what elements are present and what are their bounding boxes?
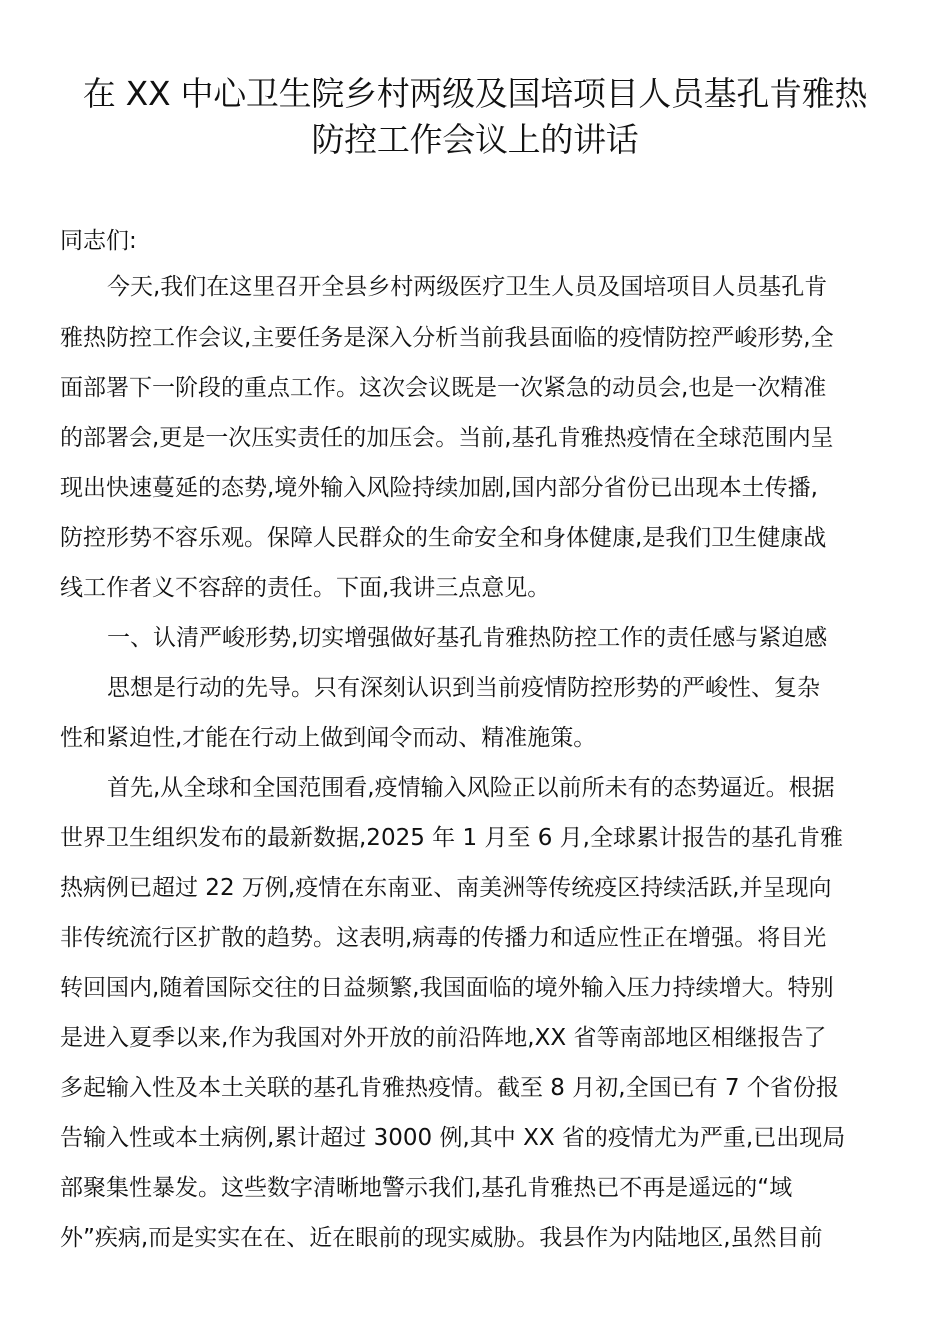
body-line: 面部署下一阶段的重点工作。这次会议既是一次紧急的动员会,也是一次精准 (60, 375, 827, 401)
salutation: 同志们: (60, 228, 137, 254)
body-line: 防控形势不容乐观。保障人民群众的生命安全和身体健康,是我们卫生健康战 (60, 525, 827, 551)
body-line: 告输入性或本土病例,累计超过 3000 例,其中 XX 省的疫情尤为严重,已出现局 (60, 1125, 846, 1151)
body-line: 性和紧迫性,才能在行动上做到闻令而动、精准施策。 (60, 725, 597, 751)
body-line: 首先,从全球和全国范围看,疫情输入风险正以前所未有的态势逼近。根据 (107, 775, 835, 801)
body-line: 雅热防控工作会议,主要任务是深入分析当前我县面临的疫情防控严峻形势,全 (60, 325, 834, 351)
body-line: 外”疾病,而是实实在在、近在眼前的现实威胁。我县作为内陆地区,虽然目前 (60, 1225, 823, 1251)
document-title-line-2: 防控工作会议上的讲话 (311, 120, 639, 159)
body-line: 现出快速蔓延的态势,境外输入风险持续加剧,国内部分省份已出现本土传播, (60, 475, 818, 501)
body-line: 非传统流行区扩散的趋势。这表明,病毒的传播力和适应性正在增强。将目光 (60, 925, 827, 951)
document-title-line-1: 在 XX 中心卫生院乡村两级及国培项目人员基孔肯雅热 (82, 74, 868, 113)
body-line: 是进入夏季以来,作为我国对外开放的前沿阵地,XX 省等南部地区相继报告了 (60, 1025, 827, 1051)
body-line: 今天,我们在这里召开全县乡村两级医疗卫生人员及国培项目人员基孔肯 (107, 274, 828, 300)
body-line: 部聚集性暴发。这些数字清晰地警示我们,基孔肯雅热已不再是遥远的“域 (60, 1175, 793, 1201)
body-line: 思想是行动的先导。只有深刻认识到当前疫情防控形势的严峻性、复杂 (107, 675, 820, 701)
body-line: 热病例已超过 22 万例,疫情在东南亚、南美洲等传统疫区持续活跃,并呈现向 (60, 875, 832, 901)
body-line: 的部署会,更是一次压实责任的加压会。当前,基孔肯雅热疫情在全球范围内呈 (60, 425, 834, 451)
section-heading: 一、认清严峻形势,切实增强做好基孔肯雅热防控工作的责任感与紧迫感 (107, 625, 828, 651)
body-line: 转回国内,随着国际交往的日益频繁,我国面临的境外输入压力持续增大。特别 (60, 975, 834, 1001)
body-line: 线工作者义不容辞的责任。下面,我讲三点意见。 (60, 575, 551, 601)
body-line: 多起输入性及本土关联的基孔肯雅热疫情。截至 8 月初,全国已有 7 个省份报 (60, 1075, 839, 1101)
body-line: 世界卫生组织发布的最新数据,2025 年 1 月至 6 月,全球累计报告的基孔肯雅 (60, 825, 843, 851)
